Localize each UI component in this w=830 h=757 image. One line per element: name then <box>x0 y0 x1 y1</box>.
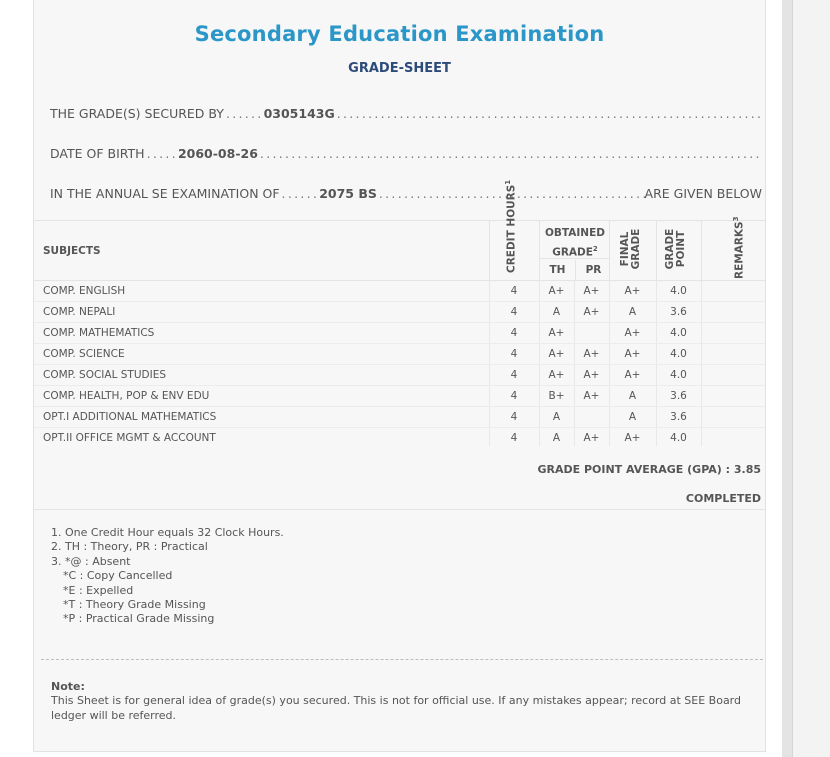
cell-remarks <box>701 428 765 448</box>
gpa-line <box>537 463 761 476</box>
cell-remarks <box>701 323 765 343</box>
cell-remarks <box>701 407 765 427</box>
header-th: TH <box>549 264 566 276</box>
leader-dots <box>258 146 762 161</box>
header-subjects: SUBJECTS <box>43 245 101 257</box>
footnote-item: 3. *@ : Absent <box>51 554 131 568</box>
table-row <box>34 344 765 365</box>
cell-gp: 4.0 <box>670 285 687 297</box>
cell-pr: A+ <box>583 285 600 297</box>
secured-by-label: THE GRADE(S) SECURED BY <box>50 106 224 121</box>
header-obtained-grade <box>539 221 610 280</box>
side-panel <box>792 0 830 757</box>
cell-th: A+ <box>548 285 565 297</box>
exam-label: IN THE ANNUAL SE EXAMINATION OF <box>50 186 280 201</box>
dob-label: DATE OF BIRTH <box>50 146 145 161</box>
cell-pr: A+ <box>583 348 600 360</box>
cell-gp: 4.0 <box>670 369 687 381</box>
footnote-item: *C : Copy Cancelled <box>63 569 173 583</box>
cell-gp: 3.6 <box>670 390 687 402</box>
leader-dots <box>224 106 264 121</box>
cell-final: A+ <box>624 327 641 339</box>
header-remarks <box>701 216 766 280</box>
gpa-label: GRADE POINT AVERAGE (GPA) : <box>537 463 731 476</box>
page-margin <box>0 0 33 757</box>
table-body <box>34 281 765 449</box>
cell-remarks <box>701 281 765 301</box>
header-grade-point <box>656 221 702 280</box>
cell-final: A+ <box>624 369 641 381</box>
cell-credit: 4 <box>510 348 518 360</box>
cell-pr: A+ <box>583 306 600 318</box>
cell-final: A <box>628 411 637 423</box>
cell-subject: COMP. MATHEMATICS <box>43 327 155 339</box>
page-title: Secondary Education Examination <box>194 22 605 46</box>
cell-credit: 4 <box>510 369 518 381</box>
footnote-item: 2. TH : Theory, PR : Practical <box>51 540 208 554</box>
cell-subject: COMP. NEPALI <box>43 306 116 318</box>
exam-year: 2075 BS <box>319 186 377 201</box>
cell-remarks <box>701 302 765 322</box>
cell-subject: COMP. SCIENCE <box>43 348 125 360</box>
info-secured-by <box>50 103 762 121</box>
page-subtitle: GRADE-SHEET <box>348 61 451 76</box>
result-status: COMPLETED <box>685 492 761 505</box>
note-text: This Sheet is for general idea of grade(s) you secured. This is not for official use. If any mistakes appear; record at SEE Board ledger will be referred. <box>51 694 741 722</box>
cell-final: A <box>628 390 637 402</box>
cell-subject: OPT.I ADDITIONAL MATHEMATICS <box>43 411 217 423</box>
header-pr: PR <box>575 260 611 280</box>
note-title: Note: <box>51 680 85 693</box>
cell-final: A+ <box>624 348 641 360</box>
cell-th: A+ <box>548 348 565 360</box>
leader-dots <box>280 186 320 201</box>
cell-th: A <box>552 411 561 423</box>
cell-subject: COMP. SOCIAL STUDIES <box>43 369 167 381</box>
cell-gp: 4.0 <box>670 348 687 360</box>
cell-pr: A+ <box>583 390 600 402</box>
header-credit-hours <box>489 179 540 280</box>
scrollbar-track[interactable] <box>782 0 792 757</box>
cell-credit: 4 <box>510 327 518 339</box>
table-row <box>34 302 765 323</box>
grade-point-label: GRADE POINT <box>664 228 687 270</box>
cell-gp: 3.6 <box>670 306 687 318</box>
cell-final: A <box>628 306 637 318</box>
leader-dots <box>335 106 762 121</box>
summary-section <box>34 446 765 510</box>
dob-value: 2060-08-26 <box>177 146 258 161</box>
cell-credit: 4 <box>510 306 518 318</box>
grade-sheet <box>33 0 766 752</box>
cell-remarks <box>701 344 765 364</box>
cell-credit: 4 <box>510 285 518 297</box>
cell-th: A+ <box>548 369 565 381</box>
remarks-label: REMARKS$^3$ <box>732 216 746 279</box>
cell-gp: 3.6 <box>670 411 687 423</box>
cell-credit: 4 <box>510 432 518 444</box>
info-dob <box>50 143 762 161</box>
symbol-number: 0305143G <box>263 106 335 121</box>
cell-gp: 4.0 <box>670 327 687 339</box>
cell-subject: OPT.II OFFICE MGMT & ACCOUNT <box>43 432 216 444</box>
table-row <box>34 386 765 407</box>
footnote-item: *E : Expelled <box>63 583 134 597</box>
cell-remarks <box>701 365 765 385</box>
table-row <box>34 281 765 302</box>
footnote-item: 1. One Credit Hour equals 32 Clock Hours. <box>51 526 284 539</box>
info-exam <box>50 183 762 201</box>
gpa-value: 3.85 <box>733 463 761 476</box>
obtained-grade-label: OBTAINED GRADE$^2$ <box>540 221 610 259</box>
cell-final: A+ <box>624 285 641 297</box>
cell-gp: 4.0 <box>670 432 687 444</box>
cell-pr <box>574 323 609 343</box>
exam-suffix: ARE GIVEN BELOW <box>644 186 762 201</box>
cell-remarks <box>701 386 765 406</box>
footnote-item: *T : Theory Grade Missing <box>63 598 206 612</box>
table-row <box>34 365 765 386</box>
cell-pr: A+ <box>583 369 600 381</box>
table-row <box>34 323 765 344</box>
cell-credit: 4 <box>510 411 518 423</box>
cell-th: A+ <box>548 327 565 339</box>
dashed-divider <box>41 659 763 660</box>
cell-subject: COMP. ENGLISH <box>43 285 126 297</box>
cell-final: A+ <box>624 432 641 444</box>
cell-th: A <box>552 432 561 444</box>
cell-pr <box>574 407 609 427</box>
cell-th: B+ <box>548 390 565 402</box>
leader-dots <box>145 146 178 161</box>
footnote-item: *P : Practical Grade Missing <box>63 612 215 626</box>
credit-hours-label: CREDIT HOURS$^1$ <box>504 179 518 273</box>
final-grade-label: FINAL GRADE <box>619 228 642 270</box>
cell-credit: 4 <box>510 390 518 402</box>
cell-th: A <box>552 306 561 318</box>
table-row <box>34 407 765 428</box>
header-final-grade <box>609 221 657 280</box>
cell-pr: A+ <box>583 432 600 444</box>
cell-subject: COMP. HEALTH, POP & ENV EDU <box>43 390 210 402</box>
footnotes <box>51 526 284 627</box>
